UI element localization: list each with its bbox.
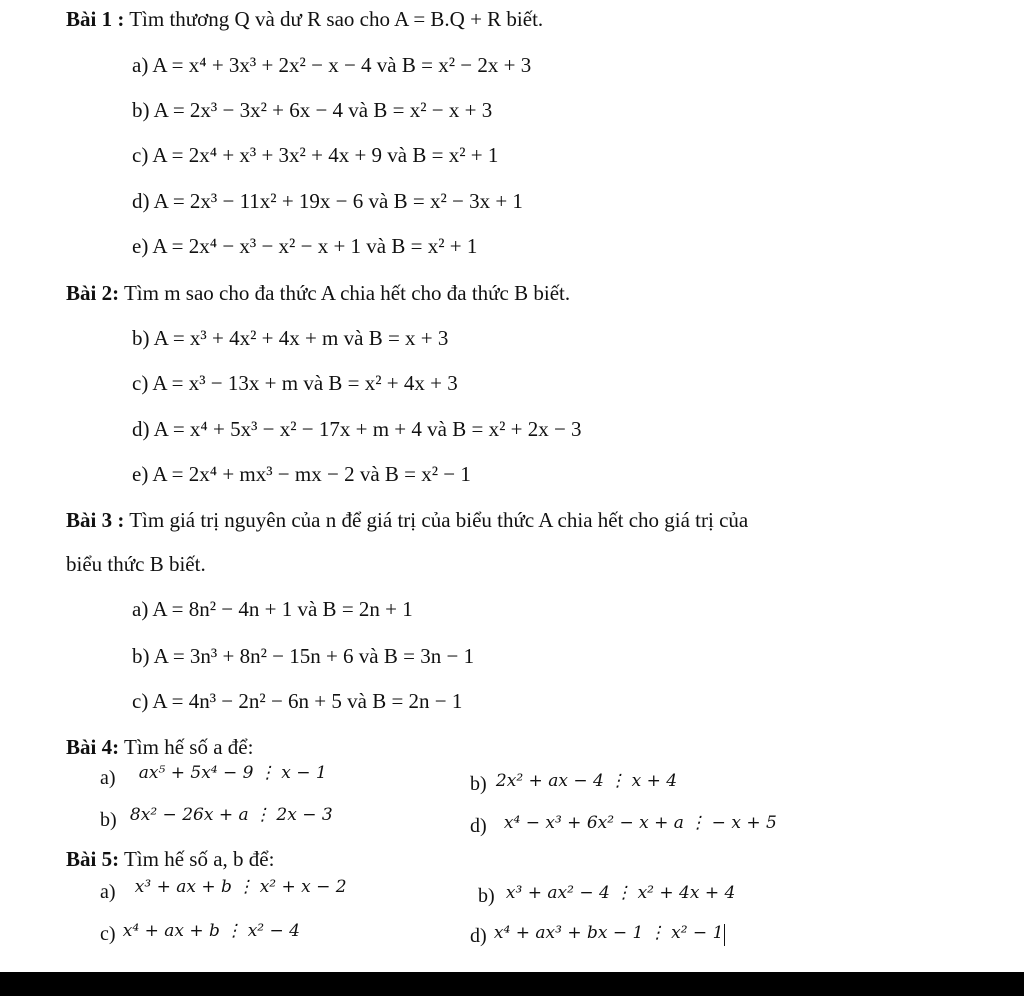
bai4-a-label: a) (100, 767, 116, 789)
bai2-item-e: e) A = 2x⁴ + mx³ − mx − 2 và B = x² − 1 (132, 462, 471, 486)
bai3-text-line1: Tìm giá trị nguyên của n để giá trị của biểu thức A chia hết cho giá trị của (124, 508, 749, 532)
bai3-item-b: b) A = 3n³ + 8n² − 15n + 6 và B = 3n − 1 (132, 644, 475, 668)
bai5-c-expr: x⁴ + ax + b ⋮ x² − 4 (122, 921, 300, 941)
bai3-item-a: a) A = 8n² − 4n + 1 và B = 2n + 1 (132, 597, 413, 621)
bai4-b1-expr: 2x² + ax − 4 ⋮ x + 4 (495, 771, 678, 791)
bai5-a-expr: x³ + ax + b ⋮ x² + x − 2 (134, 877, 347, 897)
bai1-text: Tìm thương Q và dư R sao cho A = B.Q + R biết. (124, 7, 544, 31)
bai3-text-line2: biểu thức B biết. (66, 552, 206, 576)
bai2-heading: Bài 2: (66, 281, 120, 305)
bai2-item-b: b) A = x³ + 4x² + 4x + m và B = x + 3 (132, 326, 449, 350)
bai1-item-b: b) A = 2x³ − 3x² + 6x − 4 và B = x² − x + 3 (132, 98, 493, 122)
bai2-item-d: d) A = x⁴ + 5x³ − x² − 17x + m + 4 và B = x² + 2x − 3 (132, 417, 582, 441)
bai5-heading: Bài 5: (66, 847, 120, 871)
bai4-a-expr: ax⁵ + 5x⁴ − 9 ⋮ x − 1 (138, 763, 327, 783)
bai2-title (66, 280, 570, 306)
bai5-item-d (470, 922, 725, 950)
bai5-c-label: c) (100, 923, 116, 945)
bai1-item-d: d) A = 2x³ − 11x² + 19x − 6 và B = x² − 3x + 1 (132, 189, 523, 213)
bai3-heading: Bài 3 : (66, 508, 125, 532)
bai5-b-label: b) (478, 885, 495, 907)
bai4-b2-expr: 8x² − 26x + a ⋮ 2x − 3 (129, 805, 333, 825)
bai4-item-b1 (470, 770, 677, 798)
bai5-a-label: a) (100, 881, 116, 903)
bai3-title (66, 507, 748, 533)
bai5-d-expr: x⁴ + ax³ + bx − 1 ⋮ x² − 1 (493, 923, 724, 943)
text-cursor (724, 924, 725, 946)
bottom-black-bar (0, 972, 1024, 996)
bai4-heading: Bài 4: (66, 735, 120, 759)
bai4-d-expr: x⁴ − x³ + 6x² − x + a ⋮ − x + 5 (503, 813, 777, 833)
bai4-b2-label: b) (100, 809, 117, 831)
bai1-item-c: c) A = 2x⁴ + x³ + 3x² + 4x + 9 và B = x² + 1 (132, 143, 499, 167)
bai5-title (66, 846, 274, 872)
bai5-item-b (478, 882, 735, 910)
bai4-item-b2 (100, 806, 333, 834)
bai1-title (66, 6, 543, 32)
bai5-b-expr: x³ + ax² − 4 ⋮ x² + 4x + 4 (505, 883, 736, 903)
bai5-text: Tìm hế số a, b để: (119, 847, 275, 871)
bai1-item-e: e) A = 2x⁴ − x³ − x² − x + 1 và B = x² + 1 (132, 234, 478, 258)
bai5-item-c (100, 920, 300, 948)
bai5-item-a (100, 878, 347, 906)
bai4-d-label: d) (470, 815, 487, 837)
bai4-item-d (470, 812, 777, 840)
bai2-item-c: c) A = x³ − 13x + m và B = x² + 4x + 3 (132, 371, 458, 395)
bai1-heading: Bài 1 : (66, 7, 125, 31)
bai1-item-a: a) A = x⁴ + 3x³ + 2x² − x − 4 và B = x² − 2x + 3 (132, 53, 532, 77)
bai4-text: Tìm hế số a để: (119, 735, 254, 759)
bai3-item-c: c) A = 4n³ − 2n² − 6n + 5 và B = 2n − 1 (132, 689, 463, 713)
bai4-item-a (100, 764, 327, 792)
bai5-d-label: d) (470, 925, 487, 947)
bai4-title (66, 734, 253, 760)
bai4-b1-label: b) (470, 773, 487, 795)
bai2-text: Tìm m sao cho đa thức A chia hết cho đa thức B biết. (119, 281, 571, 305)
